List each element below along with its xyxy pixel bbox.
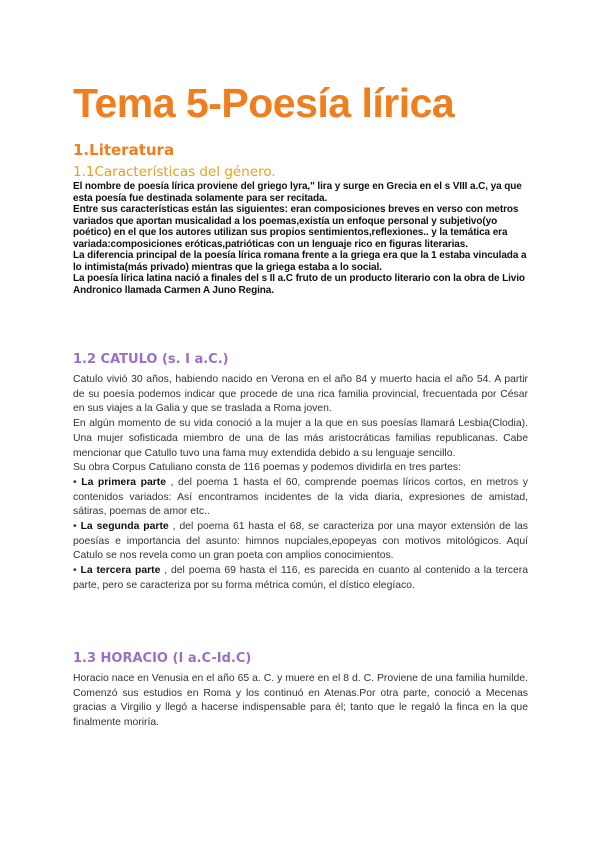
- part-text: , del poema 61 hasta el 68, se caracteriza por una mayor extensión de las poesías e importancia del asunto: himnos nupciales,epopeyas con motivos mitológicos. Aquí Catulo se nos revela como un gran poeta con amplios conocimientos.: [73, 521, 528, 562]
- list-item: [73, 564, 528, 593]
- part-label: La segunda parte: [80, 521, 169, 533]
- part-text: , del poema 1 hasta el 60, comprende poemas líricos cortos, en metros y contenidos variados: Así encontramos incidentes de la vida diaria, expresiones de amistad, sátiras, poemas de amor etc..: [73, 476, 528, 518]
- paragraph: Horacio nace en Venusia en el año 65 a. C. y muere en el 8 d. C. Proviene de una familia humilde. Comenzó sus estudios en Roma y los continuó en Atenas.Por otra parte, conoció a Mecenas gracias a Virgilio y llegó a hacerse indispensable para él; tanto que le regaló la finca en la que finalmente moriría.: [73, 673, 528, 729]
- caracteristicas-text: [73, 181, 533, 296]
- list-item: [73, 520, 528, 564]
- list-item: [73, 476, 528, 520]
- bullet: •: [73, 565, 77, 577]
- section-heading-literatura: 1.Literatura: [73, 141, 175, 159]
- subsection-heading-caracteristicas: 1.1Características del género.: [73, 164, 276, 180]
- page-title: Tema 5-Poesía lírica: [73, 80, 455, 126]
- paragraph: Su obra Corpus Catuliano consta de 116 poemas y podemos dividirla en tres partes:: [73, 462, 461, 474]
- paragraph: La poesía lírica latina nació a finales del s II a.C fruto de un producto literario con la obra de Livio Andronico llamada Carmen A Juno Regina.: [73, 273, 525, 296]
- paragraph: En algún momento de su vida conoció a la mujer a la que en sus poesías llamará Lesbia(Clodia). Una mujer sofisticada miembro de una de las más aristocráticas familias republicanas. Cabe mencionar que Catullo tuvo una fama muy extendida debido a su lenguaje sencillo.: [73, 418, 528, 459]
- paragraph: Catulo vivió 30 años, habiendo nacido en Verona en el año 84 y muerto hacia el año 54. A partir de su poesía podemos indicar que procede de una rica familia provincial, frecuentada por César en sus viajes a la Galia y que se traslada a Roma joven.: [73, 374, 528, 415]
- paragraph: La diferencia principal de la poesía lírica romana frente a la griega era que la 1 estaba vinculada a lo intimista(más privado) mientras que la griega estaba a lo social.: [73, 250, 527, 273]
- bullet: •: [73, 521, 77, 533]
- part-label: La tercera parte: [80, 565, 161, 577]
- paragraph: Entre sus características están las siguientes: eran composiciones breves en verso con metros variados que aportan musicalidad a los poemas,existía un enfoque personal y subjetivo(yo poético) en el que los autores utilizan sus propios sentimientos,reflexiones.. y la temática era variada:composiciones eróticas,patrióticas con un lenguaje rico en figuras literarias.: [73, 204, 519, 250]
- paragraph: El nombre de poesía lírica proviene del griego lyra," lira y surge en Grecia en el s VIII a.C, ya que esta poesía fue destinada solamente para ser recitada.: [73, 181, 522, 204]
- subsection-heading-horacio: 1.3 HORACIO (I a.C-Id.C): [73, 651, 252, 666]
- part-text: , del poema 69 hasta el 116, es parecida en cuanto al contenido a la tercera parte, pero se caracteriza por su forma métrica común, el dístico elegíaco.: [73, 565, 528, 591]
- horacio-text: [73, 672, 528, 731]
- subsection-heading-catulo: 1.2 CATULO (s. I a.C.): [73, 352, 229, 367]
- catulo-text: [73, 373, 528, 594]
- part-label: La primera parte: [81, 476, 167, 488]
- bullet: •: [73, 476, 77, 488]
